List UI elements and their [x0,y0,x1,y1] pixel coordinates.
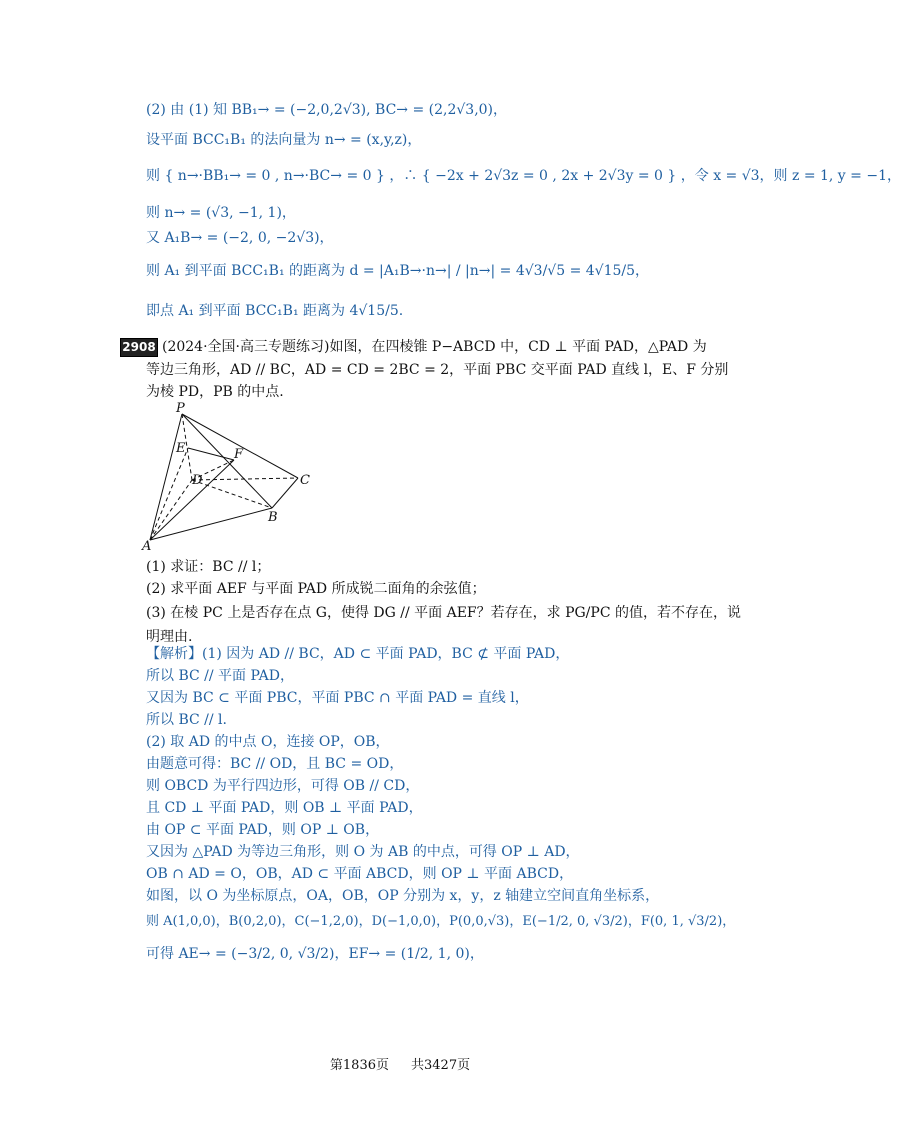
vertex-label-D: D [192,473,203,488]
vertex-label-P: P [176,401,185,416]
problem-line-1: (2024·全国·高三专题练习)如图，在四棱锥 P−ABCD 中，CD ⊥ 平面 PAD，△PAD 为 [162,339,707,355]
page-number: 第1836页 [329,1058,389,1073]
edge-AB [150,508,272,540]
edge-BC [272,478,298,508]
question-3b: 明理由. [146,629,193,645]
analysis-line-14: 可得 AE→ = (−3/2, 0, √3/2)，EF→ = (1/2, 1, 0)， [146,946,484,962]
page-total: 共3427页 [411,1058,471,1073]
solution-line-2: 设平面 BCC₁B₁ 的法向量为 n→ = (x,y,z)， [146,132,422,148]
solution-line-3: 则 { n→·BB₁→ = 0 , n→·BC→ = 0 } ，∴ { −2x + 2√3z = 0 , 2x + 2√3y = 0 } ，令 x = √3，则 z = 1, y = −1， [146,168,901,184]
problem-line-3: 为棱 PD，PB 的中点. [146,384,284,400]
analysis-line-2: 所以 BC // 平面 PAD， [146,668,294,684]
analysis-line-12: 如图，以 O 为坐标原点，OA，OB，OP 分别为 x，y，z 轴建立空间直角坐标系， [146,888,660,904]
problem-number-badge: 2908 [120,338,158,357]
analysis-line-10: 又因为 △PAD 为等边三角形，则 O 为 AB 的中点，可得 OP ⊥ AD， [146,844,580,860]
edge-PB [182,414,272,508]
vertex-label-C: C [300,473,310,488]
edge-PA [150,414,182,540]
analysis-line-1: 【解析】(1) 因为 AD // BC，AD ⊂ 平面 PAD，BC ⊄ 平面 PAD， [146,646,570,662]
solution-line-4: 则 n→ = (√3, −1, 1)， [146,205,296,221]
vertex-label-B: B [268,510,278,525]
analysis-line-6: 由题意可得：BC // OD，且 BC = OD， [146,756,404,772]
pyramid-figure [140,400,340,552]
analysis-line-4: 所以 BC // l. [146,712,227,728]
vertex-label-E: E [176,441,186,456]
solution-line-7: 即点 A₁ 到平面 BCC₁B₁ 距离为 4√15/5. [146,303,404,319]
edge-EF [188,448,234,460]
analysis-line-5: (2) 取 AD 的中点 O，连接 OP，OB， [146,734,390,750]
analysis-line-7: 则 OBCD 为平行四边形，可得 OB // CD， [146,778,420,794]
edge-DB [192,480,272,508]
question-1: (1) 求证：BC // l； [146,559,271,575]
edge-PC [182,414,298,478]
problem-line-2: 等边三角形，AD // BC，AD = CD = 2BC = 2，平面 PBC 交平面 PAD 直线 l，E、F 分别 [146,362,729,378]
vertex-label-A: A [142,539,152,554]
analysis-line-11: OB ∩ AD = O，OB，AD ⊂ 平面 ABCD，则 OP ⊥ 平面 ABCD， [146,866,574,882]
question-2: (2) 求平面 AEF 与平面 PAD 所成锐二面角的余弦值； [146,581,486,597]
question-3a: (3) 在棱 PC 上是否存在点 G，使得 DG // 平面 AEF？若存在，求 PG/PC 的值，若不存在，说 [146,605,741,621]
solution-line-5: 又 A₁B→ = (−2, 0, −2√3)， [146,230,334,246]
solution-line-1: (2) 由 (1) 知 BB₁→ = (−2,0,2√3), BC→ = (2,2√3,0)， [146,102,508,118]
solution-line-6: 则 A₁ 到平面 BCC₁B₁ 的距离为 d = |A₁B→·n→| / |n→| = 4√3/√5 = 4√15/5， [146,263,650,279]
analysis-line-8: 且 CD ⊥ 平面 PAD，则 OB ⊥ 平面 PAD， [146,800,423,816]
analysis-line-13: 则 A(1,0,0)，B(0,2,0)，C(−1,2,0)，D(−1,0,0)，P(0,0,√3)，E(−1/2, 0, √3/2)，F(0, 1, √3/2)， [146,914,736,929]
edge-AF [150,460,234,540]
vertex-label-F: F [234,447,244,462]
analysis-line-9: 由 OP ⊂ 平面 PAD，则 OP ⊥ OB， [146,822,380,838]
page-footer [0,1054,800,1073]
analysis-line-3: 又因为 BC ⊂ 平面 PBC，平面 PBC ∩ 平面 PAD = 直线 l， [146,690,529,706]
